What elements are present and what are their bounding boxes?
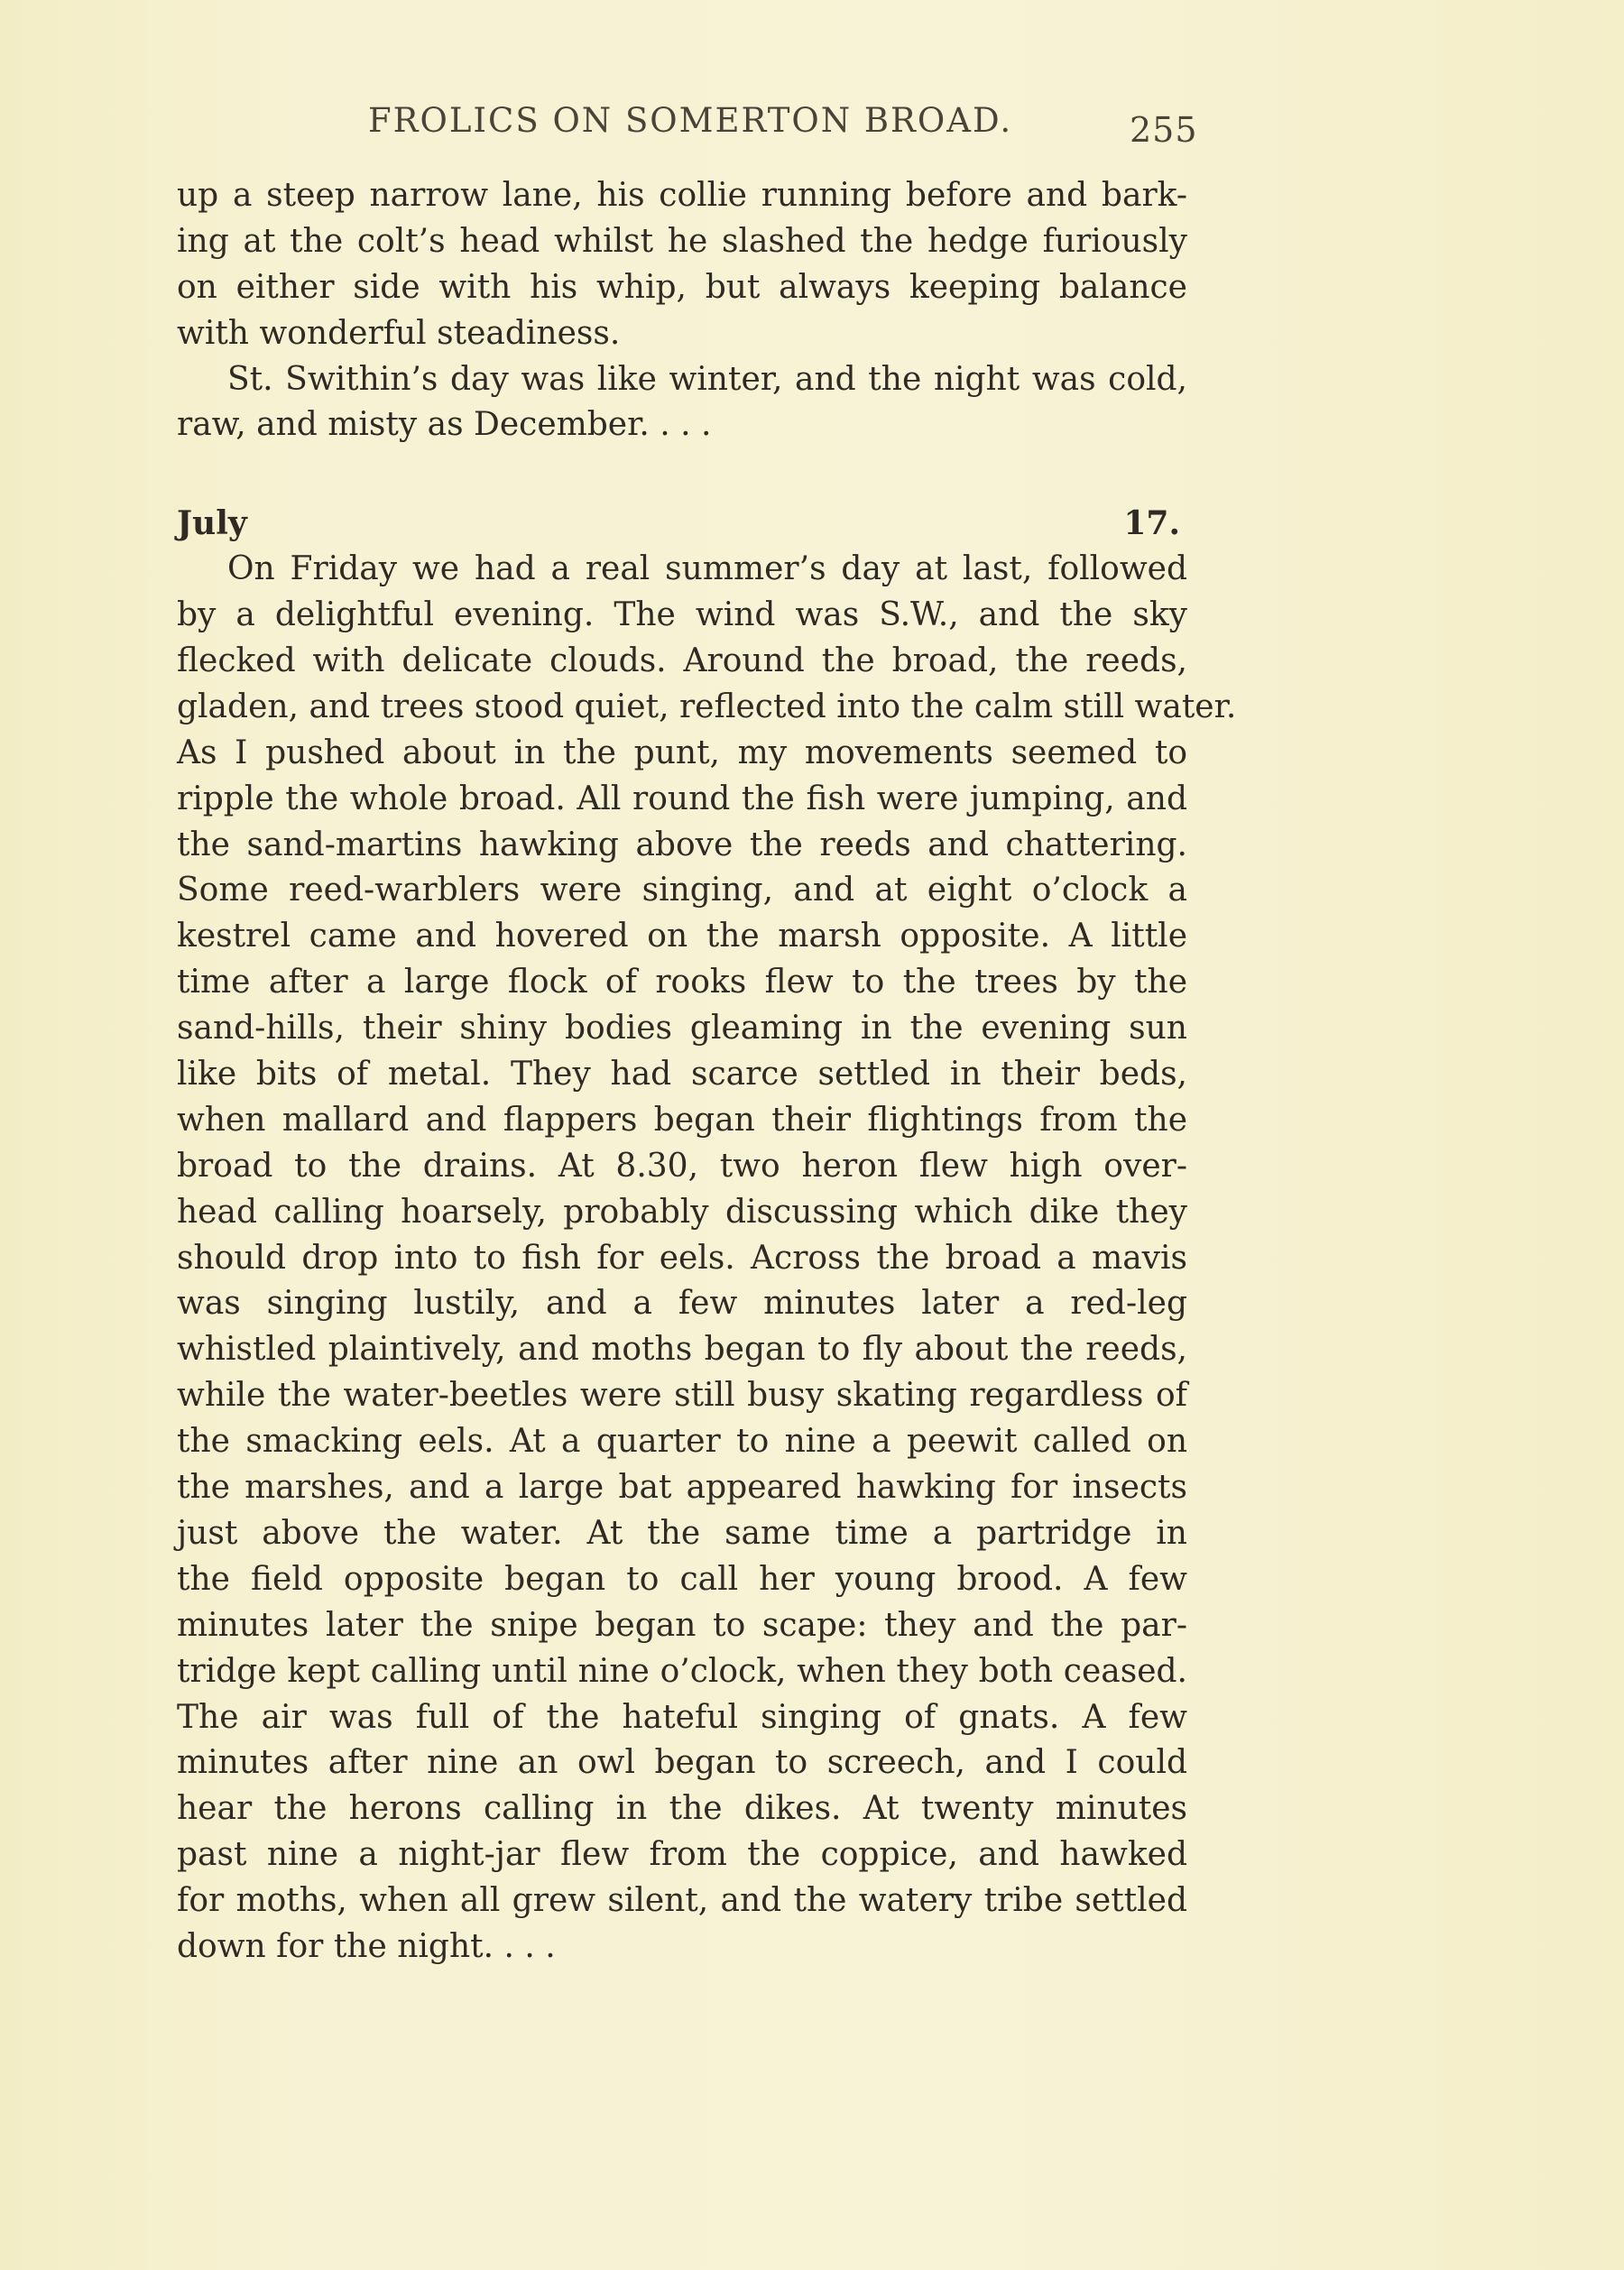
- text-line: was singing lustily, and a few minutes later a red-leg: [177, 1285, 1187, 1323]
- page-number: 255: [1130, 110, 1198, 150]
- text-line: the sand-martins hawking above the reeds and chattering.: [177, 826, 1187, 863]
- text-line: flecked with delicate clouds. Around the broad, the reeds,: [177, 642, 1187, 680]
- text-line: while the water-beetles were still busy skating regardless of: [177, 1377, 1187, 1415]
- text-line: Some reed-warblers were singing, and at eight o’clock a: [177, 872, 1187, 909]
- text-line: with wonderful steadiness.: [177, 314, 621, 352]
- text-line: As I pushed about in the punt, my movements seemed to: [177, 734, 1187, 771]
- text-line: ing at the colt’s head whilst he slashed the hedge furiously: [177, 222, 1187, 260]
- text-line: on either side with his whip, but always keeping balance: [177, 268, 1187, 306]
- text-line: hear the herons calling in the dikes. At twenty minutes: [177, 1790, 1187, 1828]
- text-line: just above the water. At the same time a partridge in: [177, 1514, 1187, 1552]
- text-line: tridge kept calling until nine o’clock, when they both ceased.: [177, 1652, 1187, 1690]
- text-line: sand-hills, their shiny bodies gleaming in the evening sun: [177, 1010, 1187, 1047]
- text-line: when mallard and flappers began their flightings from the: [177, 1101, 1187, 1139]
- running-head: [0, 101, 1624, 155]
- entry-date: July 17.: [177, 504, 1180, 543]
- text-line: the marshes, and a large bat appeared hawking for insects: [177, 1469, 1187, 1507]
- text-line: like bits of metal. They had scarce settled in their beds,: [177, 1056, 1187, 1093]
- text-line: up a steep narrow lane, his collie running before and bark-: [177, 177, 1187, 214]
- text-line: minutes later the snipe began to scape: they and the par-: [177, 1606, 1187, 1644]
- text-line: gladen, and trees stood quiet, reflected into the calm still water.: [177, 687, 1237, 725]
- text-line: minutes after nine an owl began to screech, and I could: [177, 1744, 1187, 1782]
- text-line: the smacking eels. At a quarter to nine a peewit called on: [177, 1423, 1187, 1461]
- text-line: whistled plaintively, and moths began to fly about the reeds,: [177, 1331, 1187, 1369]
- body-text: [177, 173, 1237, 1970]
- text-line: head calling hoarsely, probably discussing which dike they: [177, 1193, 1187, 1231]
- text-line: The air was full of the hateful singing of gnats. A few: [177, 1698, 1187, 1736]
- text-line: broad to the drains. At 8.30, two heron flew high over-: [177, 1147, 1187, 1185]
- text-line: kestrel came and hovered on the marsh opposite. A little: [177, 918, 1187, 955]
- text-line: St. Swithin’s day was like winter, and the night was cold,: [227, 360, 1187, 398]
- text-line: ripple the whole broad. All round the fish were jumping, and: [177, 780, 1187, 817]
- text-line: raw, and misty as December. . . .: [177, 406, 712, 444]
- text-line: down for the night. . . .: [177, 1927, 556, 1965]
- text-line: for moths, when all grew silent, and the watery tribe settled: [177, 1882, 1187, 1920]
- text-line: by a delightful evening. The wind was S.W., and the sky: [177, 596, 1187, 634]
- text-line: the field opposite began to call her young brood. A few: [177, 1560, 1187, 1598]
- text-line: should drop into to fish for eels. Across the broad a mavis: [177, 1239, 1187, 1277]
- section-spacer: [177, 448, 1187, 501]
- text-line: past nine a night-jar flew from the coppice, and hawked: [177, 1836, 1187, 1874]
- text-line: time after a large flock of rooks flew to the trees by the: [177, 964, 1187, 1001]
- text-line: On Friday we had a real summer’s day at last, followed: [227, 550, 1187, 588]
- running-head-title: FROLICS ON SOMERTON BROAD.: [368, 101, 1013, 140]
